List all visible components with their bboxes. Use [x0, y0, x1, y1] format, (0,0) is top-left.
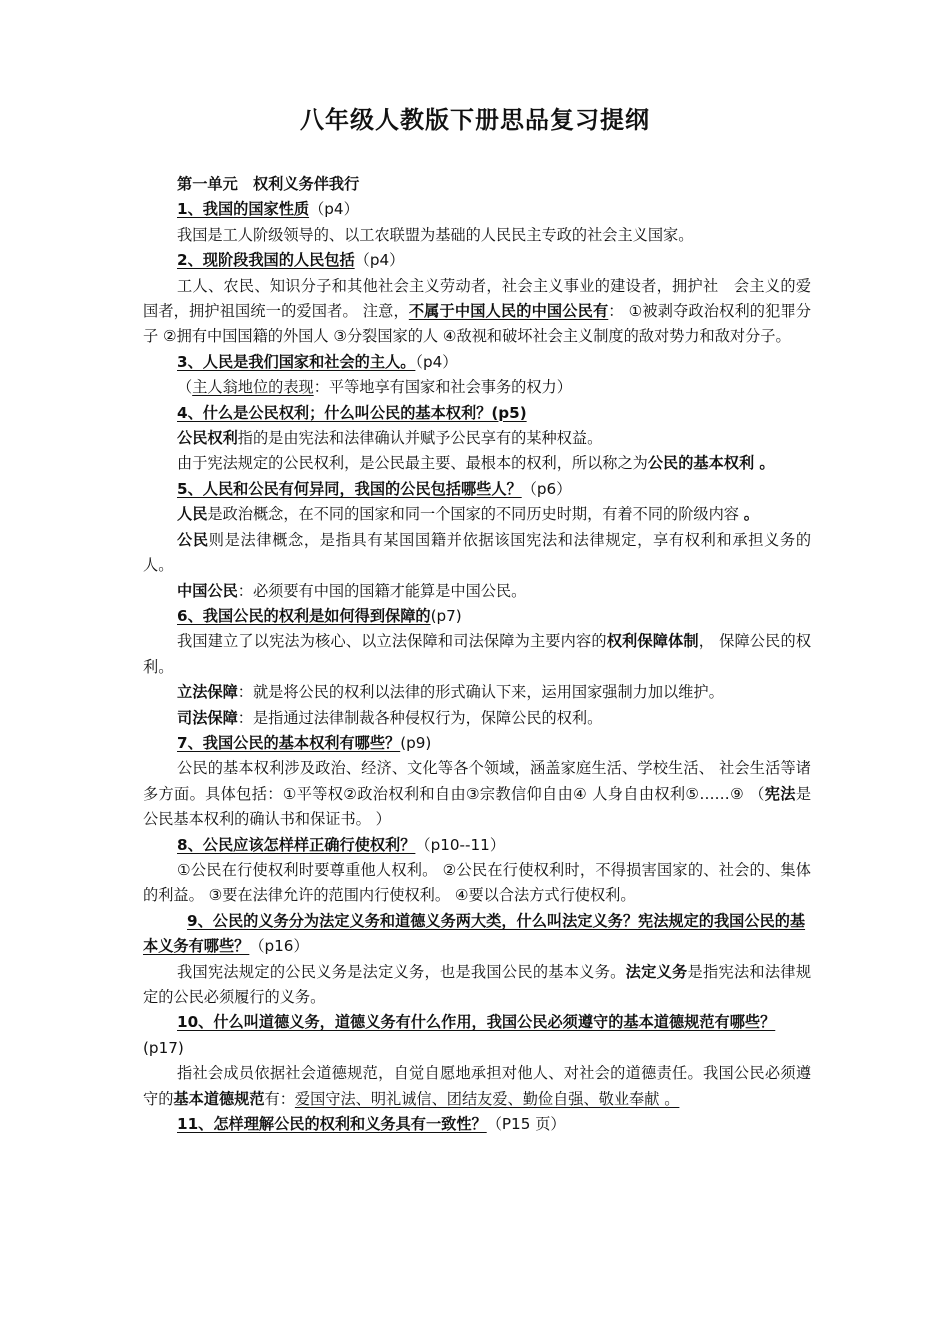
- q10-heading: [143, 1010, 811, 1061]
- q6-answer-1: [143, 629, 811, 680]
- q7-text2: 是公民基本权利的确认书和保证书。 ）: [143, 784, 811, 829]
- q4-title: 4、什么是公民权利；什么叫公民的基本权利？(p5): [177, 403, 527, 422]
- q6-term2: 立法保障: [177, 683, 238, 702]
- q5-text2: 则是法律概念，是指具有某国国籍并依据该国宪法和法律规定，享有权利和承担义务的人。: [143, 530, 812, 575]
- q3-answer: [143, 375, 811, 400]
- q4-term2: 公民的基本权利 。: [647, 454, 775, 473]
- q9-term: 法定义务: [625, 962, 688, 981]
- q7-page: (p9): [400, 733, 432, 752]
- q9-title: 9、公民的义务分为法定义务和道德义务两大类，什么叫法定义务？宪法规定的我国公民的基本义务有哪些？: [143, 911, 806, 956]
- unit-heading: 第一单元 权利义务伴我行: [177, 175, 360, 193]
- q5-text1: 是政治概念，在不同的国家和同一个国家的不同历史时期，有着不同的阶级内容: [207, 505, 744, 524]
- q4-text2: 由于宪法规定的公民权利，是公民最主要、最根本的权利，所以称之为: [177, 454, 648, 473]
- document-title: 八年级人教版下册思品复习提纲: [300, 106, 650, 134]
- q5-title: 5、人民和公民有何异同，我国的公民包括哪些人？: [177, 479, 522, 498]
- q4-answer-2: [143, 451, 811, 476]
- q1-title: 1、我国的国家性质: [177, 200, 310, 219]
- q6-text4: ：是指通过法律制裁各种侵权行为，保障公民的权利。: [237, 708, 603, 727]
- q7-term: 宪法: [764, 784, 796, 803]
- q4-term1: 公民权利: [177, 429, 238, 448]
- q9-heading: [143, 909, 811, 960]
- q6-term3: 司法保障: [177, 708, 238, 727]
- q1-heading: [143, 197, 811, 222]
- q9-answer: [143, 960, 811, 1011]
- q6-answer-2: [143, 680, 811, 705]
- q6-term1: 权利保障体制: [606, 632, 699, 651]
- q11-heading: [143, 1112, 811, 1137]
- q6-text3: ：就是将公民的权利以法律的形式确认下来，运用国家强制力加以维护。: [237, 683, 724, 702]
- q5-page: （p6）: [521, 479, 572, 498]
- q10-text2: 有：: [264, 1089, 295, 1108]
- q11-title: 11、怎样理解公民的权利和义务具有一致性？: [177, 1115, 487, 1134]
- q5-heading: [143, 477, 811, 502]
- q4-answer-1: [143, 426, 811, 451]
- q7-title: 7、我国公民的基本权利有哪些？: [177, 733, 401, 752]
- q2-heading: [143, 248, 811, 273]
- q3-sub: 主人翁地位的表现: [192, 378, 314, 397]
- q11-page: （P15 页）: [486, 1115, 566, 1134]
- q7-answer: [143, 756, 811, 832]
- q3-heading: [143, 350, 811, 375]
- q10-page: (p17): [143, 1038, 184, 1057]
- q2-note: 不属于中国人民的中国公民有: [408, 302, 609, 321]
- q1-page: （p4）: [309, 200, 359, 219]
- q9-text1: 我国宪法规定的公民义务是法定义务，也是我国公民的基本义务。: [177, 962, 626, 981]
- q8-page: （p10--11）: [415, 835, 506, 854]
- q2-text1: 工人、农民、知识分子和其他社会主义劳动者，社会主义事业的建设者，拥护社 会主义的爱国者，拥护祖国统一的爱国者。 注意，: [143, 276, 811, 321]
- q10-answer: [143, 1061, 811, 1112]
- q2-text2: ： ①被剥夺政治权利的犯罪分子 ②拥有中国国籍的外国人 ③分裂国家的人 ④敌视和破坏社会主义制度的敌对势力和敌对分子。: [143, 302, 812, 346]
- q6-text1: 我国建立了以宪法为核心、以立法保障和司法保障为主要内容的: [177, 632, 607, 651]
- q2-page: （p4）: [354, 251, 405, 270]
- q3-title: 3、人民是我们国家和社会的主人。: [177, 352, 416, 371]
- q5-term3: 中国公民: [177, 581, 238, 600]
- q2-answer: [143, 274, 811, 350]
- q2-title: 2、现阶段我国的人民包括: [177, 251, 355, 270]
- q8-answer: ①公民在行使权利时要尊重他人权利。 ②公民在行使权利时，不得损害国家的、社会的、集体的利益。 ③要在法律允许的范围内行使权利。 ④要以合法方式行使权利。: [143, 860, 811, 905]
- q10-term: 基本道德规范: [173, 1089, 265, 1108]
- q7-heading: [143, 731, 811, 756]
- q5-answer-3: [143, 579, 811, 604]
- q6-page: (p7): [430, 606, 462, 625]
- q10-norms: 爱国守法、明礼诚信、团结友爱、勤俭自强、敬业奉献 。: [294, 1089, 680, 1108]
- q5-text3: ：必须要有中国的国籍才能算是中国公民。: [237, 581, 527, 600]
- q5-term1: 人民: [177, 505, 208, 524]
- q6-text2: ， 保障公民的权利。: [143, 632, 812, 676]
- q6-title: 6、我国公民的权利是如何得到保障的: [177, 606, 431, 625]
- q5-answer-1: [143, 502, 811, 527]
- q6-answer-3: [143, 706, 811, 731]
- q6-heading: [143, 604, 811, 629]
- q9-page: （p16）: [249, 937, 309, 956]
- q9-text2: 是指宪法和法律规定的公民必须履行的义务。: [143, 962, 812, 1006]
- q8-heading: [143, 833, 811, 858]
- q5-term2: 公民: [177, 530, 209, 549]
- q8-title: 8、公民应该怎样样正确行使权利？: [177, 835, 416, 854]
- q3-text: ：平等地享有国家和社会事务的权力）: [313, 378, 572, 397]
- q1-answer: 我国是工人阶级领导的、以工农联盟为基础的人民民主专政的社会主义国家。: [177, 225, 694, 244]
- q5-end1: 。: [743, 505, 759, 524]
- document-body: [143, 172, 811, 1137]
- q10-title: 10、什么叫道德义务，道德义务有什么作用，我国公民必须遵守的基本道德规范有哪些？: [177, 1013, 776, 1032]
- q4-text1: 指的是由宪法和法律确认并赋予公民享有的某种权益。: [237, 429, 603, 448]
- q3-page: （p4）: [415, 352, 458, 371]
- q3-open: （: [177, 378, 193, 397]
- q5-answer-2: [143, 528, 811, 579]
- q10-text1: 指社会成员依据社会道德规范，自觉自愿地承担对他人、对社会的道德责任。我国公民必须遵守的: [143, 1064, 811, 1108]
- q4-heading: [143, 401, 811, 426]
- q7-text1: 公民的基本权利涉及政治、经济、文化等各个领域，涵盖家庭生活、学校生活、 社会生活等诸多方面。具体包括：①平等权②政治权利和自由③宗教信仰自由④ 人身自由权利⑤……⑨ （: [143, 759, 811, 803]
